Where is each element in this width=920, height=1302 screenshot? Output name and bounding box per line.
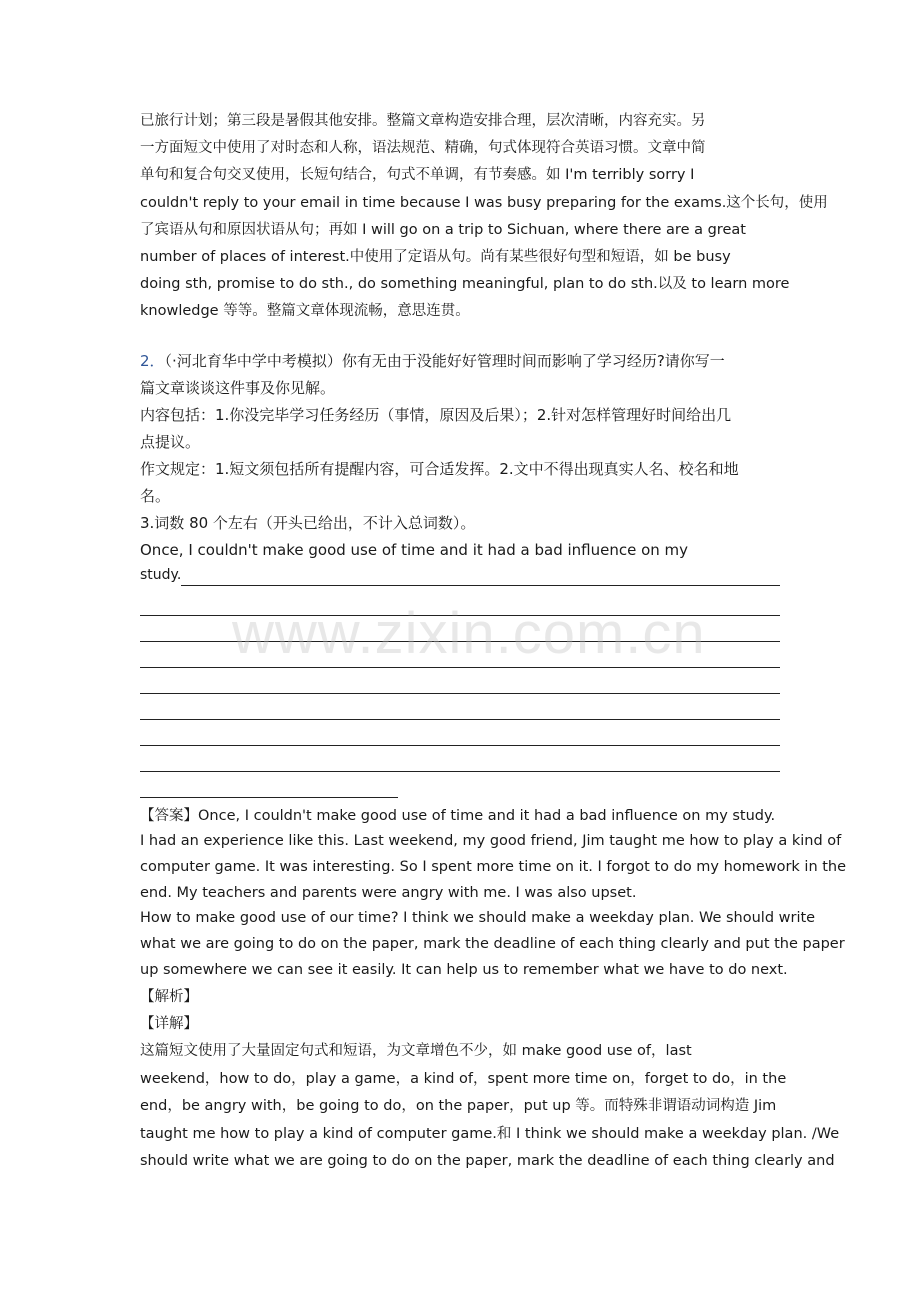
analysis-heading: 【解析】 (140, 988, 198, 1005)
intro-line: 了宾语从句和原因状语从句；再如 I will go on a trip to Sichuan, where there are a great (140, 221, 746, 238)
answer-line (140, 772, 398, 798)
answer-line: I had an experience like this. Last weekend, my good friend, Jim taught me how to play a kind of (140, 833, 842, 850)
answer-line (140, 694, 780, 720)
intro-line: knowledge 等等。整篇文章体现流畅，意思连贯。 (140, 303, 470, 320)
analysis-section (140, 984, 840, 1176)
intro-line: doing sth, promise to do sth., do something meaningful, plan to do sth.以及 to learn more (140, 276, 790, 293)
intro-line: 已旅行计划；第三段是暑假其他安排。整篇文章构造安排合理，层次清晰，内容充实。另 (140, 113, 706, 129)
answer-line (140, 668, 780, 694)
question-text: （·河北育华中学中考模拟）你有无由于没能好好管理时间而影响了学习经历?请你写一 (164, 351, 725, 370)
analysis-line: end，be angry with，be going to do，on the paper，put up 等。而特殊非谓语动词构造 Jim (140, 1098, 777, 1115)
question-requirement: 作文规定：1.短文须包括所有提醒内容，可合适发挥。2.文中不得出现真实人名、校名和地 (140, 459, 739, 478)
question-prompt (140, 348, 780, 375)
underline (176, 585, 780, 586)
analysis-line: weekend，how to do，play a game，a kind of，spent more time on，forget to do，in the (140, 1070, 787, 1087)
intro-line: number of places of interest.中使用了定语从句。尚有某些很好句型和短语，如 be busy (140, 249, 731, 266)
question-requirement: 点提议。 (140, 432, 201, 451)
answer-line (140, 720, 780, 746)
detail-heading: 【详解】 (140, 1015, 198, 1032)
answer-line: computer game. It was interesting. So I spent more time on it. I forgot to do my homework in the (140, 859, 847, 876)
answer-line (140, 616, 780, 642)
answer-line: 【答案】Once, I couldn't make good use of time and it had a bad influence on my study. (140, 807, 776, 824)
intro-line: 单句和复合句交叉使用，长短句结合，句式不单调，有节奏感。如 I'm terribly sorry I (140, 167, 695, 184)
answer-line (140, 642, 780, 668)
answer-line (140, 590, 780, 616)
question-requirement: 名。 (140, 486, 171, 505)
analysis-line: should write what we are going to do on the paper, mark the deadline of each thing clearly and (140, 1152, 835, 1169)
question-requirement: 内容包括：1.你没完毕学习任务经历（事情，原因及后果）；2.针对怎样管理好时间给出几 (140, 405, 732, 424)
question-2 (140, 348, 780, 798)
answer-line (140, 746, 780, 772)
analysis-line: 这篇短文使用了大量固定句式和短语，为文章增色不少，如 make good use of，last (140, 1043, 692, 1060)
essay-opening: Once, I couldn't make good use of time and it had a bad influence on my (140, 540, 689, 559)
answer-line: end. My teachers and parents were angry with me. I was also upset. (140, 884, 637, 901)
question-number: 2． (140, 351, 165, 370)
document-page (140, 108, 847, 1175)
answer-line: How to make good use of our time? I think we should make a weekday plan. We should write (140, 910, 816, 927)
watermark: www.zixin.com.cn (232, 601, 706, 666)
intro-line: couldn't reply to your email in time because I was busy preparing for the exams.这个长句，使用 (140, 194, 828, 211)
essay-opening-continued: study. (140, 562, 181, 588)
answer-blank-lines (140, 564, 780, 798)
answer-line: up somewhere we can see it easily. It can help us to remember what we have to do next. (140, 961, 788, 978)
answer-section (140, 804, 847, 984)
question-text: 篇文章谈谈这件事及你见解。 (140, 378, 336, 397)
intro-paragraph (140, 108, 828, 326)
answer-line: what we are going to do on the paper, mark the deadline of each thing clearly and put the paper (140, 936, 845, 953)
intro-line: 一方面短文中使用了对时态和人称，语法规范、精确，句式体现符合英语习惯。文章中简 (140, 140, 706, 157)
answer-line (140, 564, 780, 590)
analysis-line: taught me how to play a kind of computer game.和 I think we should make a weekday plan. /We (140, 1125, 840, 1142)
question-requirement: 3.词数 80 个左右（开头已给出，不计入总词数）。 (140, 513, 476, 532)
